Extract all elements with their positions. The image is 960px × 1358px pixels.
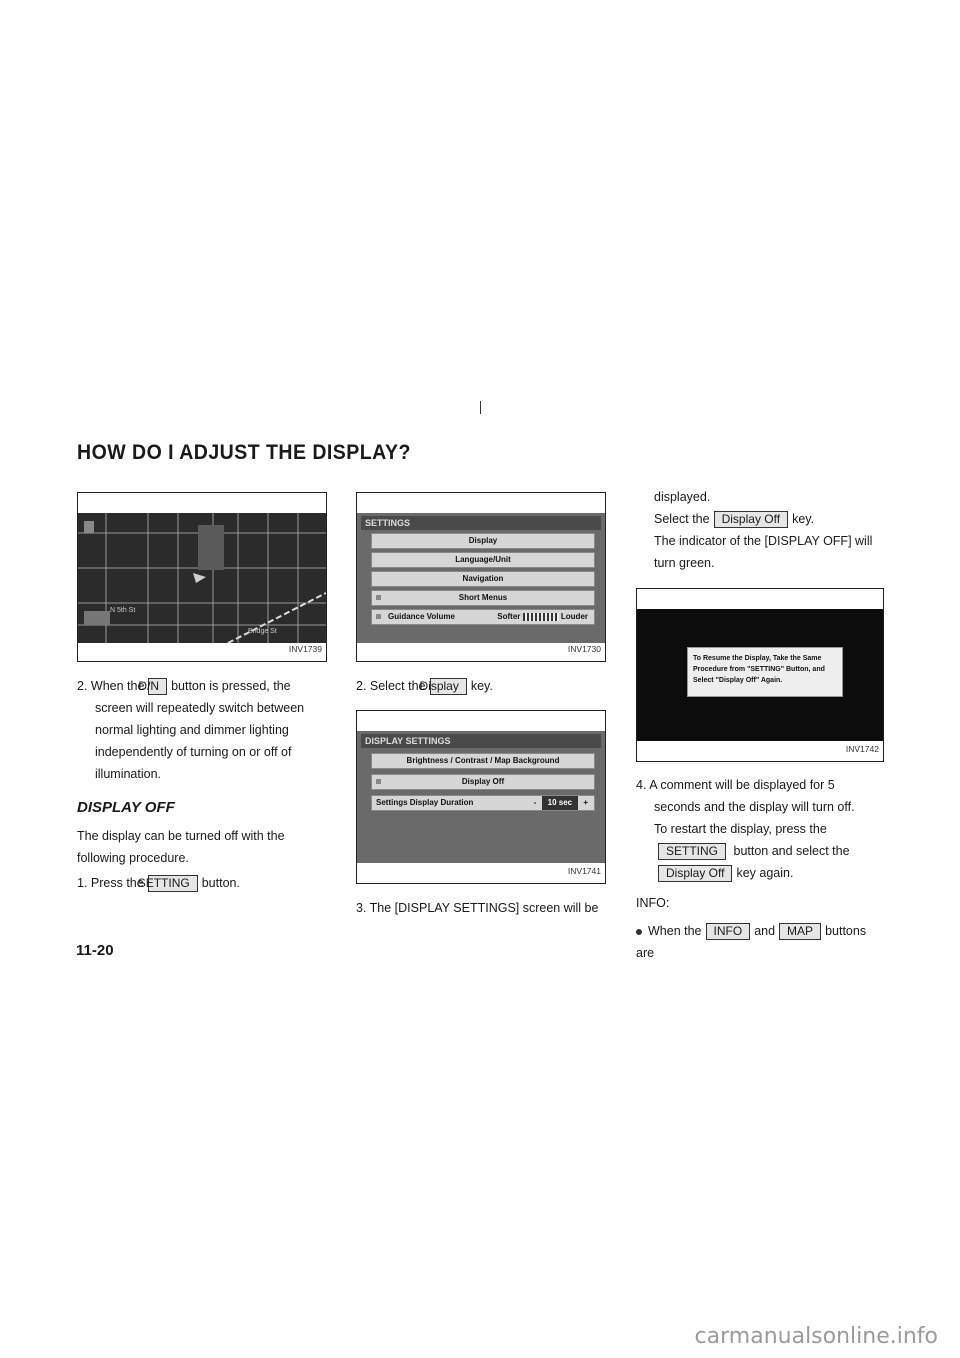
restart-text: To restart the display, press theSETTING button and select theDisplay Off key again. [654, 822, 850, 880]
step-2-text: 2. When theD/N button is pressed, the screen will repeatedly switch between normal lighting and dimmer lighting independently of turning on or off of illumination. [77, 679, 305, 781]
column-2 [356, 492, 606, 919]
duration-minus[interactable]: - [533, 798, 537, 807]
menu-item-short-menus[interactable]: Short Menus [371, 590, 595, 606]
info-key[interactable]: INFO [706, 923, 751, 940]
setting-key[interactable]: SETTING [658, 843, 726, 860]
menu-item-navigation[interactable]: Navigation [371, 571, 595, 587]
duration-control [534, 796, 588, 810]
short-menus-indicator [376, 595, 381, 600]
page-number: 11-20 [76, 942, 114, 959]
column-1 [77, 492, 327, 894]
column-3 [636, 486, 884, 964]
info-bullet: When the INFO and MAP buttons are [636, 924, 867, 960]
step-1-text: 1. Press theSETTING button. [77, 876, 240, 890]
duration-value: 10 sec [542, 796, 578, 810]
bullet-icon [636, 929, 642, 935]
menu-item-language[interactable]: Language/Unit [371, 552, 595, 568]
select-display-off-text: Select the Display Off key. [654, 512, 815, 526]
volume-bar-icon [523, 613, 559, 621]
map-graphic [78, 513, 326, 643]
info-label: INFO: [636, 896, 670, 910]
display-settings-screen [357, 731, 605, 863]
menu-item-display[interactable]: Display [371, 533, 595, 549]
page-tick-mark [480, 401, 481, 414]
continued-text: displayed. [654, 490, 711, 504]
dn-key[interactable]: D/N [148, 678, 167, 695]
settings-screen [357, 513, 605, 643]
figure-map [77, 492, 327, 662]
figure-id: INV1742 [845, 744, 879, 754]
step-2-text: 2. Select theDisplay key. [356, 679, 493, 693]
menu-item-duration[interactable]: Settings Display Duration - 10 sec + [371, 795, 595, 811]
map-label-bridge: Bridge St [248, 628, 277, 635]
watermark: carmanualsonline.info [694, 1324, 938, 1349]
display-key[interactable]: Display [430, 678, 467, 695]
step-3-text: 3. The [DISPLAY SETTINGS] screen will be [356, 901, 599, 915]
settings-title: SETTINGS [361, 516, 601, 530]
menu-item-display-off[interactable]: Display Off [371, 774, 595, 790]
duration-plus[interactable]: + [583, 798, 588, 807]
indicator-text: The indicator of the [DISPLAY OFF] will turn green. [654, 534, 873, 570]
map-screen [78, 513, 326, 643]
figure-id: INV1741 [567, 866, 601, 876]
volume-scale: Softer Louder [497, 612, 588, 621]
figure-id: INV1730 [567, 644, 601, 654]
step-4-text: 4. A comment will be displayed for 5 seconds and the display will turn off. [636, 778, 855, 814]
figure-resume [636, 588, 884, 762]
display-off-key[interactable]: Display Off [714, 511, 788, 528]
intro-text: The display can be turned off with the following procedure. [77, 829, 285, 865]
resume-message-box: To Resume the Display, Take the Same Procedure from "SETTING" Button, and Select "Display Off" Again. [687, 647, 843, 697]
setting-key[interactable]: SETTING [148, 875, 198, 892]
volume-indicator [376, 614, 381, 619]
map-label-street: N 5th St [110, 607, 136, 614]
map-key[interactable]: MAP [779, 923, 821, 940]
figure-id: INV1739 [288, 644, 322, 654]
display-off-indicator [376, 779, 381, 784]
menu-item-brightness[interactable]: Brightness / Contrast / Map Background [371, 753, 595, 769]
display-off-key[interactable]: Display Off [658, 865, 732, 882]
resume-screen [637, 609, 883, 741]
figure-display-settings [356, 710, 606, 884]
menu-item-guidance-volume[interactable]: Guidance Volume Softer Louder [371, 609, 595, 625]
figure-settings [356, 492, 606, 662]
page-heading: HOW DO I ADJUST THE DISPLAY? [77, 441, 411, 464]
display-settings-title: DISPLAY SETTINGS [361, 734, 601, 748]
display-off-subheading: DISPLAY OFF [77, 799, 175, 816]
